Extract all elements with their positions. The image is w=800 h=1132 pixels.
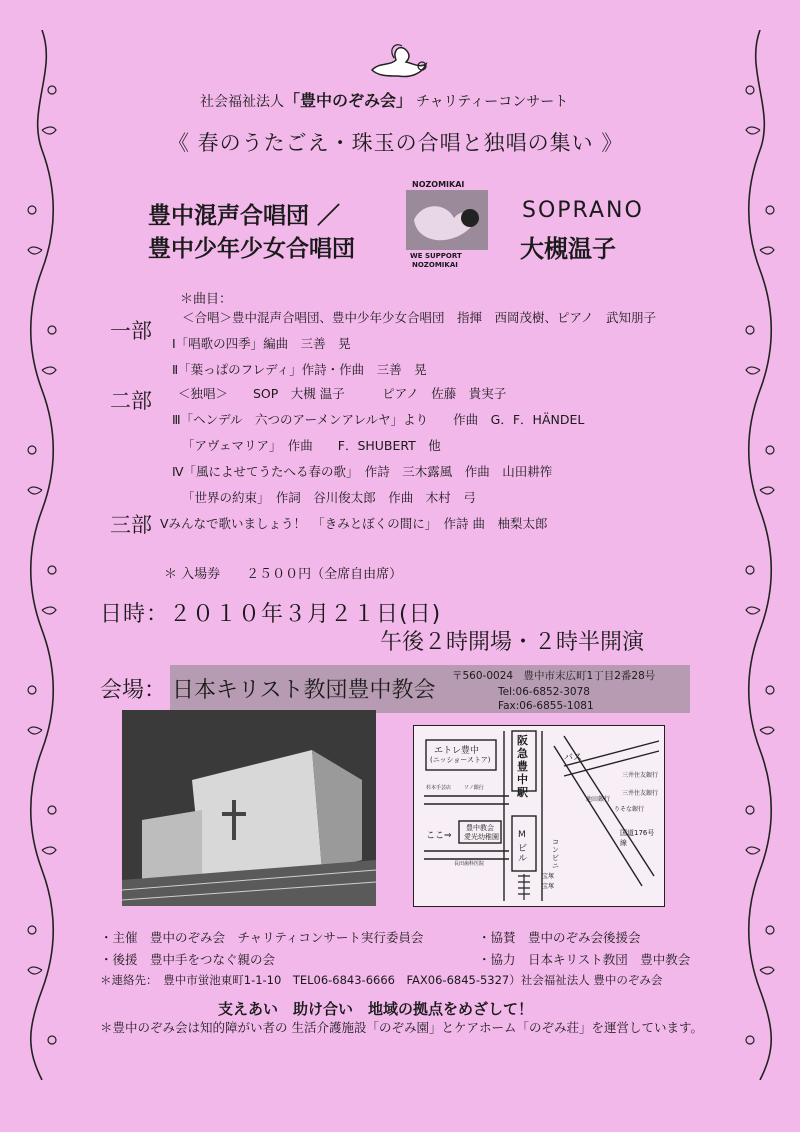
map-bank-3: りそな銀行: [614, 806, 645, 813]
part3-label: 三部: [110, 513, 152, 537]
map-bank-2: 三井住友銀行: [622, 790, 659, 797]
map-kindergarten-1: 豊中教会: [466, 824, 494, 832]
part1-line-2: Ⅰ「唱歌の四季」編曲 三善 晃: [172, 336, 351, 351]
part2-line-2: Ⅲ「ヘンデル 六つのアーメンアレルヤ」より 作曲 G．F．HÄNDEL: [172, 412, 585, 427]
map-etre: エトレ豊中: [434, 746, 480, 756]
event-type: チャリティーコンサート: [416, 94, 569, 110]
credit-support: ・後援 豊中手をつなぐ親の会: [100, 952, 276, 967]
header-line: [200, 88, 568, 111]
program-heading: ＊曲目：: [180, 292, 233, 307]
part1-line-1: ＜合唱＞豊中混声合唱団、豊中少年少女合唱団 指揮 西岡茂樹、ピアノ 武知朋子: [182, 310, 657, 325]
credit-cooperation: ・協力 日本キリスト教団 豊中教会: [478, 952, 691, 967]
venue-label: 会場：: [100, 678, 167, 703]
credit-organizer: ・主催 豊中のぞみ会 チャリティコンサート実行委員会: [100, 930, 424, 945]
venue-postal: 〒560-0024 豊中市末広町1丁目2番28号: [452, 670, 656, 682]
logo-top-text: NOZOMIKAI: [412, 180, 465, 189]
ticket-price: ＊ 入場券 ２５００円（全席自由席）: [164, 567, 403, 582]
map-bank-1: 三井住友銀行: [622, 772, 659, 779]
venue-fax: Fax:06-6855-1081: [498, 700, 594, 712]
map-sign-6: 宝塚: [542, 883, 555, 890]
church-photo: [122, 710, 376, 906]
map-convenience: コンビニ: [552, 838, 559, 870]
event-time: 午後２時開場・２時半開演: [380, 630, 645, 655]
part2-line-1: ＜独唱＞ SOP 大槻 温子 ピアノ 佐藤 貴実子: [178, 386, 507, 401]
part2-line-3: 「アヴェマリア」 作曲 F．SHUBERT 他: [182, 438, 441, 453]
choir-1: 豊中混声合唱団 ／: [148, 203, 341, 229]
credit-cosponsor: ・協賛 豊中のぞみ会後援会: [478, 930, 641, 945]
venue-map: [413, 725, 665, 907]
org-prefix: 社会福祉法人: [200, 94, 284, 110]
part1-label: 一部: [110, 319, 152, 343]
map-kindergarten-2: 愛光幼稚園: [464, 833, 499, 841]
nozomikai-logo: [402, 180, 492, 270]
part3-line-1: Ⅴみんなで歌いましょう！ 「きみとぼくの間に」 作詩 曲 柚梨太郎: [160, 516, 548, 531]
logo-bottom-text-2: NOZOMIKAI: [412, 261, 458, 269]
subtitle: 《 春のうたごえ・珠玉の合唱と独唱の集い 》: [168, 131, 624, 155]
footer-slogan: 支えあい 助け合い 地域の拠点をめざして！: [218, 1000, 534, 1018]
venue-tel: Tel:06-6852-3078: [498, 686, 590, 698]
map-sign-1: 杉本手芸店: [426, 785, 452, 791]
credit-contact: ＊連絡先： 豊中市蛍池東町1-1-10 TEL06-6843-6666 FAX06-6845-5327）社会福祉法人 豊中のぞみ会: [100, 973, 663, 987]
dove-icon: [366, 40, 430, 84]
soloist-name: 大槻温子: [520, 235, 616, 263]
map-etre-sub: (ニッショーストア): [430, 756, 491, 764]
map-sign-2: ソノ銀行: [464, 785, 484, 791]
part2-line-5: 「世界の約束」 作詞 谷川俊太郎 作曲 木村 弓: [182, 490, 476, 505]
map-mbldg: M: [518, 830, 526, 840]
venue-name: 日本キリスト教団豊中教会: [172, 678, 436, 703]
part2-line-4: Ⅳ「風によせてうたへる春の歌」 作詩 三木露風 作曲 山田耕筰: [172, 464, 553, 479]
part2-label: 二部: [110, 389, 152, 413]
logo-bottom-text-1: WE SUPPORT: [410, 252, 462, 260]
footer-note: ＊豊中のぞみ会は知的障がい者の 生活介護施設「のぞみ園」とケアホーム「のぞみ荘」を運営しています。: [100, 1020, 703, 1035]
soloist-role: SOPRANO: [522, 198, 644, 223]
map-bus: バス: [564, 753, 583, 763]
event-date: 日時：２０１０年３月２１日(日): [100, 602, 442, 627]
part1-line-3: Ⅱ「葉っぱのフレディ」作詩・作曲 三善 晃: [172, 362, 427, 377]
map-sign-4: 池田銀行: [586, 796, 611, 803]
choir-2: 豊中少年少女合唱団: [148, 236, 355, 262]
map-sign-5: 宝塚: [542, 873, 555, 880]
map-building: ビル: [518, 844, 528, 864]
left-vine-border: [22, 30, 62, 1080]
map-station: 阪急豊中駅: [517, 734, 528, 799]
right-vine-border: [740, 30, 780, 1080]
map-route: 国道176号線: [620, 829, 655, 847]
map-sign-3: 長田歯科医院: [454, 861, 485, 867]
org-name: 「豊中のぞみ会」: [284, 91, 413, 110]
map-here: ここ⇒: [426, 831, 452, 841]
